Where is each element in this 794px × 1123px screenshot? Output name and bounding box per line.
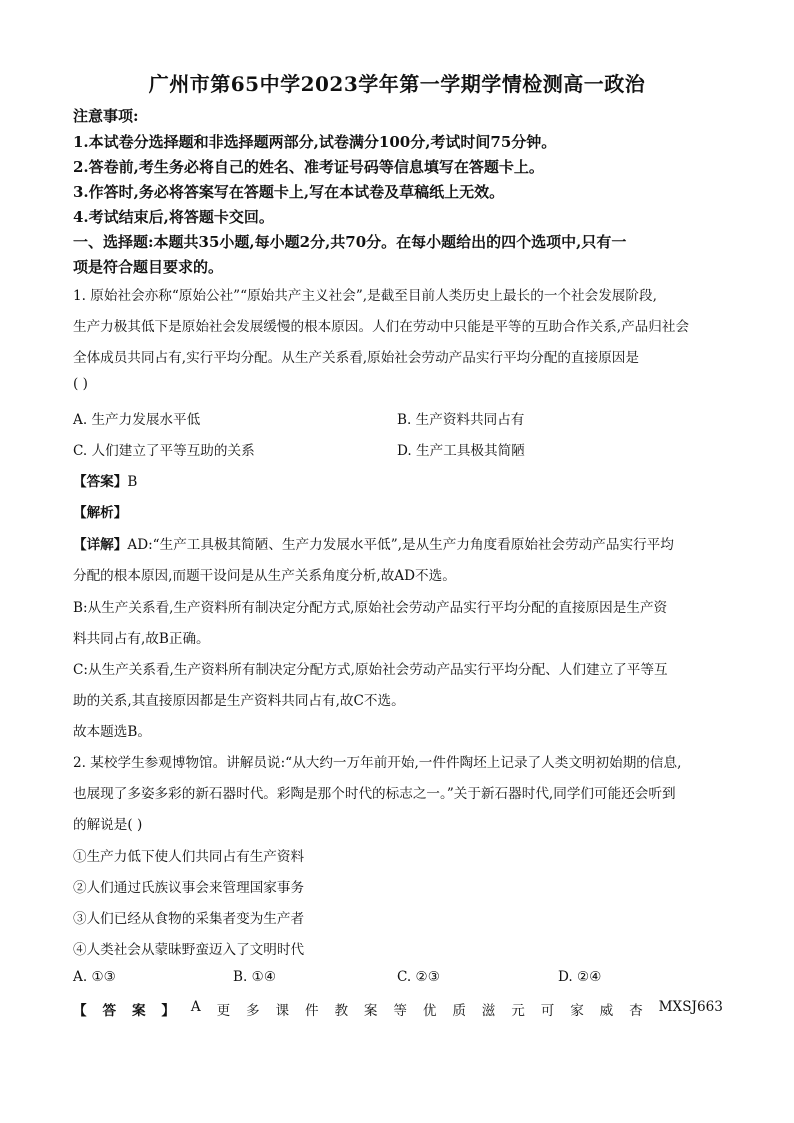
q1-detail-line-3: B:从生产关系看,生产资料所有制决定分配方式,原始社会劳动产品实行平均分配的直接原因是生产资 [73, 600, 668, 616]
q2-option-b: B. ①④ [233, 969, 277, 985]
q2-stem-line-3: 的解说是( ) [73, 817, 143, 833]
answer-value: B [127, 474, 138, 490]
q2-option-d: D. ②④ [558, 969, 602, 985]
notice-heading: 注意事项: [73, 107, 139, 125]
q1-detail-line-1 [73, 533, 674, 553]
q1-option-d: D. 生产工具极其简陋 [397, 443, 525, 459]
q1-option-c: C. 人们建立了平等互助的关系 [73, 443, 255, 459]
q1-detail-line-2: 分配的根本原因,而题干设问是从生产关系角度分析,故AD不选。 [73, 568, 456, 584]
q2-option-c: C. ②③ [397, 969, 440, 985]
q1-stem-line-1: 1. 原始社会亦称“原始公社”“原始共产主义社会”,是截至目前人类历史上最长的一个社会发展阶段, [73, 288, 657, 304]
answer-char: 质 [452, 1003, 466, 1019]
section-heading-line-2: 项是符合题目要求的。 [73, 258, 224, 276]
notice-item-3: 3.作答时,务必将答案写在答题卡上,写在本试卷及草稿纸上无效。 [73, 183, 505, 201]
answer-char: 等 [393, 1003, 407, 1019]
detail-label: 【详解】 [73, 537, 128, 553]
q1-detail-line-5: C:从生产关系看,生产资料所有制决定分配方式,原始社会劳动产品实行平均分配、人们建立了平等互 [73, 662, 668, 678]
q1-stem-line-4: ( ) [73, 376, 88, 392]
notice-item-1: 1.本试卷分选择题和非选择题两部分,试卷满分100分,考试时间75分钟。 [73, 133, 557, 151]
q2-choice-1: ①生产力低下使人们共同占有生产资料 [73, 849, 305, 865]
q1-analysis-label [73, 501, 127, 521]
answer-char: 【 [73, 1003, 87, 1019]
answer-char: 多 [246, 1003, 260, 1019]
answer-char: 家 [570, 1003, 584, 1019]
notice-item-4: 4.考试结束后,将答题卡交回。 [73, 208, 274, 226]
answer-char: 可 [540, 1003, 555, 1019]
detail-text: AD:“生产工具极其简陋、生产力发展水平低”,是从生产力角度看原始社会劳动产品实行平均 [127, 537, 674, 553]
q1-detail-line-6: 助的关系,其直接原因都是生产资料共同占有,故C不选。 [73, 693, 405, 709]
q2-option-a: A. ①③ [73, 969, 116, 985]
answer-char: 案 [131, 1003, 146, 1019]
q1-stem-line-2: 生产力极其低下是原始社会发展缓慢的根本原因。人们在劳动中只能是平等的互助合作关系,产品归社会 [73, 319, 690, 335]
answer-label: 【答案】 [73, 474, 128, 490]
q2-choice-2: ②人们通过氏族议事会来管理国家事务 [73, 880, 305, 896]
q2-stem-line-1: 2. 某校学生参观博物馆。讲解员说:“从大约一万年前开始,一件件陶坯上记录了人类文明初始期的信息, [73, 755, 682, 771]
answer-char: 元 [511, 1003, 525, 1019]
q1-stem-line-3: 全体成员共同占有,实行平均分配。从生产关系看,原始社会劳动产品实行平均分配的直接原因是 [73, 350, 639, 366]
answer-char: 威 [599, 1003, 614, 1019]
q2-choice-3: ③人们已经从食物的采集者变为生产者 [73, 911, 305, 927]
answer-char: 件 [304, 1003, 319, 1019]
answer-char: 】 [161, 1003, 175, 1019]
q2-answer-line [73, 999, 723, 1019]
answer-char: 更 [216, 1003, 231, 1019]
answer-char: 杏 [629, 1003, 643, 1019]
answer-char: 教 [334, 1003, 349, 1019]
answer-char: MXSJ663 [658, 999, 723, 1015]
section-heading-line-1: 一、选择题:本题共35小题,每小题2分,共70分。在每小题给出的四个选项中,只有一 [73, 233, 627, 251]
analysis-label: 【解析】 [73, 505, 128, 521]
answer-char: 滋 [481, 1003, 496, 1019]
answer-char: A [190, 999, 201, 1015]
q2-choice-4: ④人类社会从蒙昧野蛮迈入了文明时代 [73, 942, 305, 958]
answer-char: 课 [275, 1003, 290, 1019]
q1-option-a: A. 生产力发展水平低 [73, 412, 201, 428]
q1-detail-line-4: 料共同占有,故B正确。 [73, 631, 210, 647]
q1-detail-line-7: 故本题选B。 [73, 724, 151, 740]
answer-char: 答 [102, 1003, 117, 1019]
notice-item-2: 2.答卷前,考生务必将自己的姓名、准考证号码等信息填写在答题卡上。 [73, 158, 544, 176]
q2-stem-line-2: 也展现了多姿多彩的新石器时代。彩陶是那个时代的标志之一。”关于新石器时代,同学们可能还会听到 [73, 786, 676, 802]
q1-option-b: B. 生产资料共同占有 [397, 412, 525, 428]
answer-char: 案 [363, 1003, 378, 1019]
page-title: 广州市第65中学2023学年第一学期学情检测高一政治 [148, 72, 646, 96]
answer-char: 优 [422, 1003, 437, 1019]
q1-answer [73, 470, 137, 490]
